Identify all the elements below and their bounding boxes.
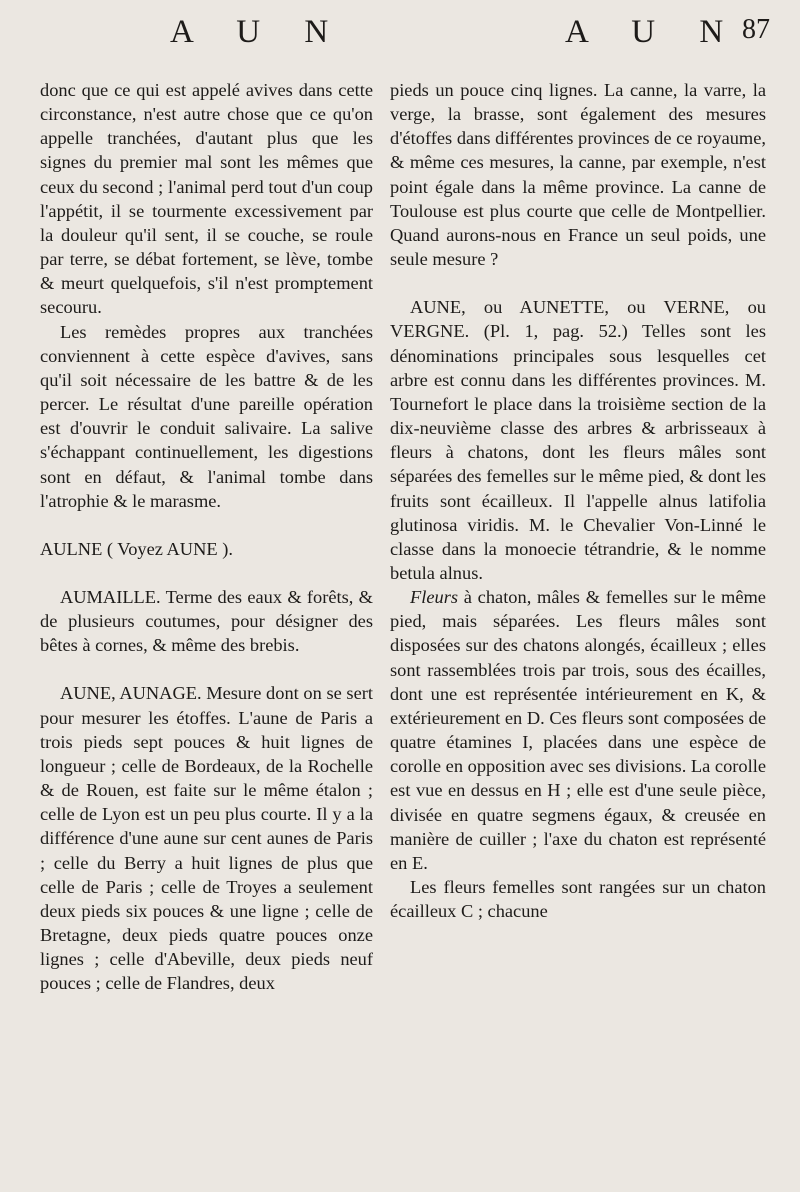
entry-aulne-head: AULNE: [40, 538, 103, 559]
entry-aune-arbre-head: AUNE, ou AUNETTE, ou VERNE, ou VERGNE.: [390, 297, 766, 342]
entry-aune-text: Mesure dont on se sert pour mesurer les étoffes. L'aune de Paris a trois pieds sept pouces & huit lignes de longueur ; celle de Bordeaux, de la Rochelle & de Rouen, est faite sur le même étalon ; celle de Lyon est un peu plus courte. Il y a la différence d'une aune sur cent aunes de Paris ; celle du Berry a huit lignes de plus que celle de Paris ; celle de Troyes a seulement deux pieds six pouces & une ligne ; celle de Bretagne, deux pieds quatre pouces onze lignes ; celle d'Abeville, deux pieds neuf pouces ; celle de Flandres, deux: [40, 683, 373, 994]
entry-aune-head: AUNE, AUNAGE.: [60, 683, 202, 704]
header-right-title: A U N: [565, 14, 742, 50]
page-number: 87: [742, 14, 770, 45]
entry-fleurs-text: à chaton, mâles & femelles sur le même pied, mais séparées. Les fleurs mâles sont disposées sur des chatons alongés, écailleux ; elles sont rassemblées trois par trois, sous des écailles, dont une est représentée intérieurement en K, & extérieurement en D. Ces fleurs sont composées de quatre étamines I, placées dans une espèce de corolle en opposition avec ses divisions. La corolle est vue en dessus en H ; elle est d'une seule pièce, divisée en quatre segmens égaux, & creusée en manière de cuiller ; l'axe du chaton est représenté en E.: [390, 587, 766, 873]
paragraph-fleurs-femelles: Les fleurs femelles sont rangées sur un chaton écailleux C ; chacune: [390, 877, 766, 922]
entry-fleurs: [390, 585, 766, 875]
entry-aune-arbre-ref: (Pl. 1, pag. 52.): [483, 321, 628, 342]
left-column: [40, 78, 373, 995]
entry-aune-arbre: [390, 295, 766, 585]
entry-aune: [40, 681, 373, 995]
paragraph-remedes: Les remèdes propres aux tranchées conviennent à cette espèce d'avives, sans qu'il soit nécessaire de les battre & de les percer. Le résultat d'une pareille opération est d'ouvrir le conduit salivaire. La salive s'échappant continuellement, les digestions sont en défaut, & l'animal tombe dans l'atrophie & le marasme.: [40, 321, 373, 511]
running-header: [0, 8, 800, 68]
entry-aumaille-text: Terme des eaux & forêts, & de plusieurs coutumes, pour désigner des bêtes à cornes, & même des brebis.: [40, 586, 373, 656]
entry-aumaille: [40, 585, 373, 657]
right-column: [390, 78, 766, 923]
entry-aulne-ref: ( Voyez AUNE ).: [106, 538, 233, 559]
entry-aulne: [40, 537, 373, 561]
header-left-title: A U N: [170, 14, 347, 50]
entry-fleurs-head: Fleurs: [410, 587, 459, 608]
paragraph-canne: pieds un pouce cinq lignes. La canne, la varre, la verge, la brasse, sont également des mesures d'étoffes dans différentes provinces de ce royaume, & même ces mesures, la canne, par exemple, n'est point égale dans la même province. La canne de Toulouse est plus courte que celle de Montpellier. Quand aurons-nous en France un seul poids, une seule mesure ?: [390, 80, 766, 270]
entry-aumaille-head: AUMAILLE.: [60, 586, 161, 607]
entry-aune-arbre-text: Telles sont les dénominations principales sous lesquelles cet arbre est connu dans les différentes provinces. M. Tournefort le place dans la troisième section de la dix-neuvième classe des arbres & arbrisseaux à fleurs à chatons, dont les fleurs mâles sont séparées des femelles sur le même pied, & dont les fruits sont écailleux. Il l'appelle alnus latifolia glutinosa viridis. M. le Chevalier Von-Linné le classe dans la monoecie tétrandrie, & le nomme betula alnus.: [390, 321, 766, 583]
paragraph-avives: donc que ce qui est appelé avives dans cette circonstance, n'est autre chose que ce qu'on appelle tranchées, d'autant plus que les signes du premier mal sont les mêmes que ceux du second ; l'animal perd tout d'un coup l'appétit, il se tourmente excessivement par la douleur qu'il sent, il se couche, se roule par terre, se débat fortement, se lève, tombe & meurt quelquefois, s'il n'est promptement secouru.: [40, 80, 373, 318]
